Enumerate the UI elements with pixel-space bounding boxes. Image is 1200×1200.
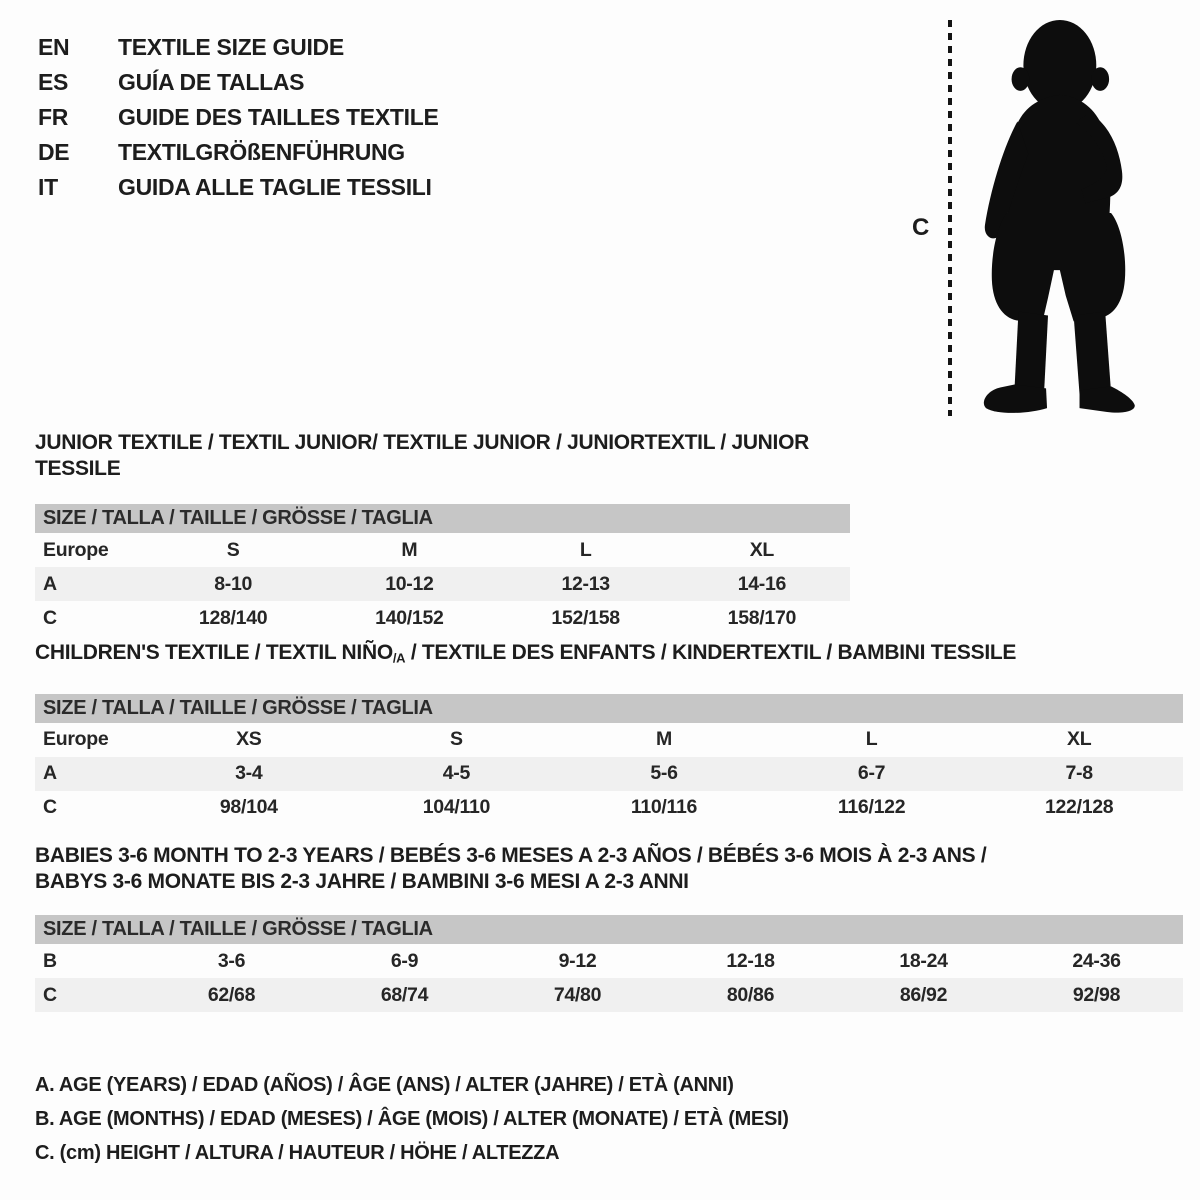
cell-value: 6-9 (390, 949, 419, 972)
children-section-title (35, 640, 1183, 672)
language-row (38, 30, 439, 65)
cell-value: S (226, 538, 240, 561)
cell-value: M (656, 728, 672, 751)
children-size-table (35, 694, 1183, 825)
cell-value: XL (749, 538, 775, 561)
language-row (38, 170, 439, 205)
babies-size-table (35, 915, 1183, 1012)
section-children-textile (35, 640, 1183, 825)
cell-value: 3-4 (235, 762, 263, 785)
toddler-silhouette-icon (962, 18, 1137, 414)
table-row (35, 601, 850, 635)
cell-value: M (401, 538, 418, 561)
cell-value: 122/128 (1044, 796, 1114, 819)
size-table-header: SIZE / TALLA / TAILLE / GRÖSSE / TAGLIA (35, 694, 1183, 723)
junior-table-rows (35, 533, 850, 635)
legend-line-a: A. AGE (YEARS) / EDAD (AÑOS) / ÂGE (ANS) / ALTER (JAHRE) / ETÀ (ANNI) (35, 1074, 734, 1096)
cell-value: 104/110 (422, 796, 491, 819)
junior-section-title: JUNIOR TEXTILE / TEXTIL JUNIOR/ TEXTILE JUNIOR / JUNIORTEXTIL / JUNIOR TESSILE (35, 431, 809, 480)
cell-value: XL (1067, 728, 1092, 751)
cell-value: 110/116 (630, 796, 698, 819)
table-row (35, 791, 1183, 825)
legend-line-b: B. AGE (MONTHS) / EDAD (MESES) / ÂGE (MOIS) / ALTER (MONATE) / ETÀ (MESI) (35, 1108, 789, 1130)
row-label: A (43, 572, 57, 595)
guide-title: GUÍA DE TALLAS (118, 69, 305, 95)
cell-value: 86/92 (899, 983, 948, 1006)
row-label: B (43, 949, 57, 972)
cell-value: 128/140 (198, 606, 268, 629)
row-label: C (43, 796, 57, 819)
size-table-header: SIZE / TALLA / TAILLE / GRÖSSE / TAGLIA (35, 915, 1183, 944)
cell-value: 7-8 (1065, 762, 1093, 785)
row-label: Europe (43, 728, 109, 751)
section-babies-textile (35, 843, 1183, 1012)
language-code: IT (38, 174, 58, 200)
language-code: EN (38, 34, 70, 60)
children-table-rows (35, 723, 1183, 825)
guide-title: GUIDA ALLE TAGLIE TESSILI (118, 174, 432, 200)
cell-value: L (865, 728, 878, 751)
legend-line-c: C. (cm) HEIGHT / ALTURA / HAUTEUR / HÖHE / ALTEZZA (35, 1142, 560, 1164)
cell-value: 92/98 (1072, 983, 1121, 1006)
cell-value: 140/152 (375, 606, 444, 629)
cell-value: L (579, 538, 592, 561)
cell-value: 62/68 (207, 983, 256, 1006)
height-dashed-line (948, 20, 952, 416)
cell-value: 4-5 (442, 762, 471, 785)
guide-title: TEXTILE SIZE GUIDE (118, 34, 344, 60)
cell-value: 74/80 (553, 983, 602, 1006)
row-label: Europe (43, 538, 109, 561)
guide-title: TEXTILGRÖßENFÜHRUNG (118, 139, 405, 165)
cell-value: 12-13 (561, 572, 610, 595)
table-row (35, 533, 850, 567)
size-table-header: SIZE / TALLA / TAILLE / GRÖSSE / TAGLIA (35, 504, 850, 533)
language-row (38, 135, 439, 170)
legend (35, 1068, 789, 1170)
guide-title: GUIDE DES TAILLES TEXTILE (118, 104, 439, 130)
cell-value: 116/122 (837, 796, 906, 819)
row-label: C (43, 983, 57, 1006)
table-row (35, 723, 1183, 757)
table-row (35, 978, 1183, 1012)
cell-value: 80/86 (726, 983, 775, 1006)
cell-value: 12-18 (726, 949, 775, 972)
table-row (35, 567, 850, 601)
language-code: ES (38, 69, 69, 95)
cell-value: 24-36 (1072, 949, 1121, 972)
height-figure (900, 8, 1185, 423)
cell-value: 152/158 (551, 606, 620, 629)
row-label: A (43, 762, 57, 785)
cell-value: 3-6 (217, 949, 246, 972)
language-code: FR (38, 104, 69, 130)
section-junior-textile (35, 430, 850, 635)
cell-value: 5-6 (650, 762, 678, 785)
cell-value: 158/170 (727, 606, 797, 629)
language-code: DE (38, 139, 70, 165)
table-row (35, 757, 1183, 791)
cell-value: 98/104 (219, 796, 278, 819)
cell-value: 10-12 (385, 572, 434, 595)
cell-value: 14-16 (737, 572, 787, 595)
babies-table-rows (35, 944, 1183, 1012)
babies-section-title-line2: BABYS 3-6 MONATE BIS 2-3 JAHRE / BAMBINI 3-6 MESI A 2-3 ANNI (35, 870, 689, 893)
cell-value: XS (236, 728, 262, 751)
babies-section-title-line1: BABIES 3-6 MONTH TO 2-3 YEARS / BEBÉS 3-6 MESES A 2-3 AÑOS / BÉBÉS 3-6 MOIS À 2-3 ANS / (35, 844, 987, 867)
row-label: C (43, 606, 57, 629)
table-row (35, 944, 1183, 978)
cell-value: S (450, 728, 463, 751)
language-row (38, 65, 439, 100)
children-title-prefix: CHILDREN'S TEXTILE / TEXTIL NIÑO (35, 641, 393, 664)
cell-value: 18-24 (899, 949, 948, 972)
junior-size-table (35, 504, 850, 635)
cell-value: 8-10 (214, 572, 253, 595)
cell-value: 6-7 (857, 762, 886, 785)
cell-value: 9-12 (558, 949, 597, 972)
cell-value: 68/74 (380, 983, 429, 1006)
children-title-suffix: / TEXTILE DES ENFANTS / KINDERTEXTIL / BAMBINI TESSILE (405, 641, 1017, 664)
language-row (38, 100, 439, 135)
height-measure-label: C (912, 214, 930, 241)
children-title-subscript: /A (392, 650, 406, 666)
language-header (38, 30, 439, 205)
